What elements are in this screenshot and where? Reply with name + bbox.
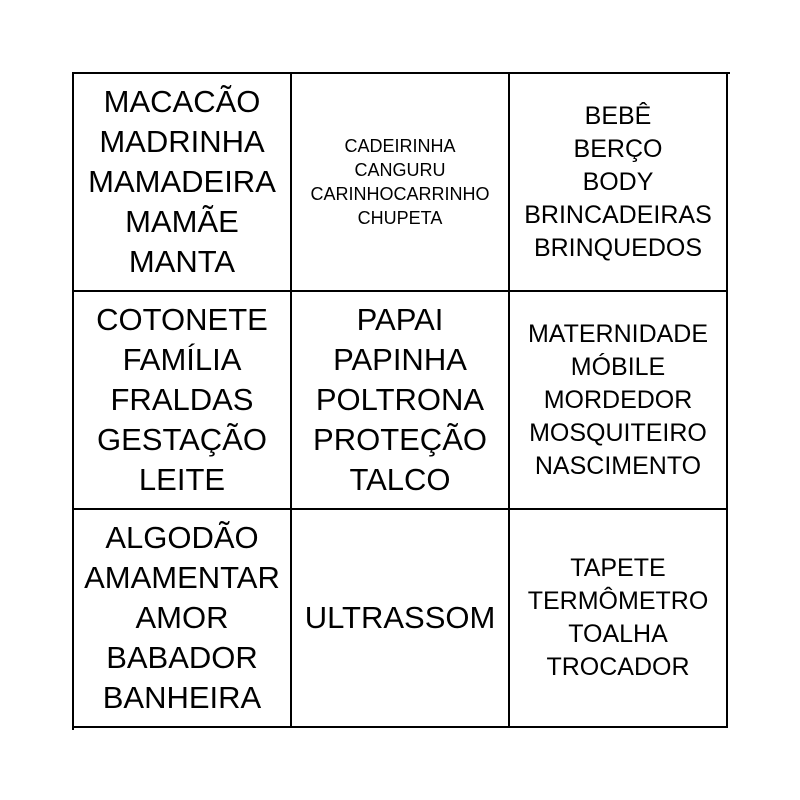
cell-word: AMAMENTAR xyxy=(84,560,280,595)
cell-word: BANHEIRA xyxy=(102,680,262,715)
cell-word: CHUPETA xyxy=(357,208,443,228)
bingo-cell-3[interactable] xyxy=(510,74,728,292)
cell-word: ALGODÃO xyxy=(105,520,259,555)
bingo-board xyxy=(72,72,730,730)
cell-word: MORDEDOR xyxy=(543,385,693,414)
cell-word: BODY xyxy=(582,167,654,196)
bingo-cell-1[interactable] xyxy=(74,74,292,292)
cell-word: PAPINHA xyxy=(333,342,467,377)
cell-word: PROTEÇÃO xyxy=(313,422,487,457)
cell-word: CADEIRINHA xyxy=(344,136,456,156)
bingo-cell-6[interactable] xyxy=(510,292,728,510)
cell-word: BERÇO xyxy=(573,134,663,163)
bingo-cell-5[interactable] xyxy=(292,292,510,510)
cell-word: MANTA xyxy=(128,244,236,279)
cell-word: CARINHOCARRINHO xyxy=(310,184,490,204)
cell-word: TROCADOR xyxy=(546,653,690,681)
cell-word: LEITE xyxy=(138,462,226,497)
cell-word: POLTRONA xyxy=(315,382,485,417)
cell-word: MAMÃE xyxy=(125,204,239,239)
bingo-cell-8[interactable] xyxy=(292,510,510,728)
cell-word: MAMADEIRA xyxy=(88,164,276,199)
cell-word: CANGURU xyxy=(354,160,446,180)
cell-word: MÓBILE xyxy=(570,352,666,381)
cell-word: MACACÃO xyxy=(103,84,261,119)
bingo-cell-9[interactable] xyxy=(510,510,728,728)
cell-word: BABADOR xyxy=(106,640,258,675)
cell-word: MADRINHA xyxy=(99,124,265,159)
cell-word: BEBÊ xyxy=(584,101,652,130)
cell-word: NASCIMENTO xyxy=(534,451,702,480)
cell-word: FAMÍLIA xyxy=(122,342,242,377)
cell-word: MOSQUITEIRO xyxy=(529,418,707,447)
cell-word: TOALHA xyxy=(568,620,668,648)
cell-word: PAPAI xyxy=(356,302,444,337)
cell-word: COTONETE xyxy=(96,302,268,337)
cell-word: TERMÔMETRO xyxy=(527,587,709,615)
cell-word: ULTRASSOM xyxy=(304,600,496,635)
cell-word: BRINQUEDOS xyxy=(533,233,703,262)
cell-word: AMOR xyxy=(135,600,229,635)
bingo-cell-4[interactable] xyxy=(74,292,292,510)
cell-word: TALCO xyxy=(349,462,451,497)
cell-word: TAPETE xyxy=(570,554,666,582)
bingo-cell-2[interactable] xyxy=(292,74,510,292)
cell-word: MATERNIDADE xyxy=(527,319,709,348)
cell-word: GESTAÇÃO xyxy=(97,422,267,457)
cell-word: BRINCADEIRAS xyxy=(524,200,712,229)
bingo-cell-7[interactable] xyxy=(74,510,292,728)
cell-word: FRALDAS xyxy=(110,382,254,417)
